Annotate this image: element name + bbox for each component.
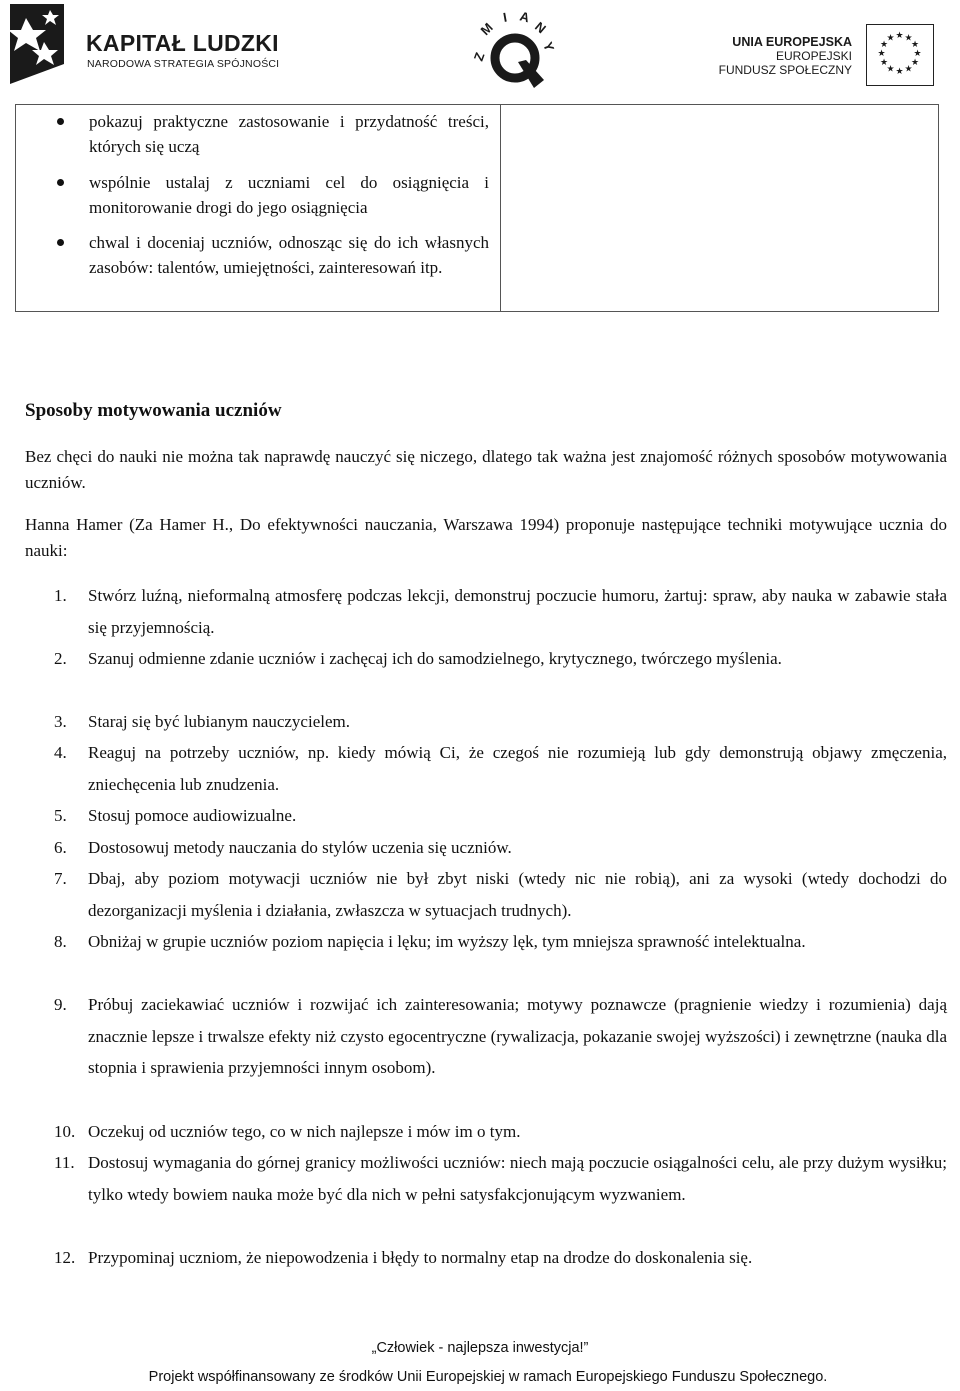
bullet-text: pokazuj praktyczne zastosowanie i przydatność treści, których się uczą: [89, 112, 489, 156]
zmiany-letter: M: [477, 19, 496, 39]
table-column-divider: [500, 105, 501, 311]
svg-text:★: ★: [910, 40, 920, 50]
svg-text:★: ★: [904, 64, 913, 75]
item-text: Stosuj pomoce audiowizualne.: [88, 806, 297, 825]
svg-text:★: ★: [886, 33, 895, 44]
zmiany-letter: A: [518, 8, 532, 26]
svg-text:★: ★: [886, 64, 895, 75]
eu-label: [719, 35, 852, 77]
svg-text:★: ★: [879, 58, 889, 68]
bullet-icon: [57, 179, 64, 186]
item-number: 3.: [54, 712, 67, 731]
item-text: Stwórz luźną, nieformalną atmosferę podczas lekcji, demonstruj poczucie humoru, żartuj: spraw, aby nauka w zabawie stała się przyjemnością.: [88, 586, 947, 637]
item-text: Szanuj odmienne zdanie uczniów i zachęcaj ich do samodzielnego, krytycznego, twórczego myślenia.: [88, 649, 782, 668]
item-number: 10.: [54, 1122, 76, 1141]
svg-text:★: ★: [910, 58, 920, 68]
eu-flag-icon: [866, 24, 934, 86]
kapital-ludzki-emblem-icon: [6, 4, 78, 86]
kapital-ludzki-logo: [6, 4, 296, 86]
page-header: [0, 0, 960, 96]
item-number: 5.: [54, 806, 67, 825]
item-text: Dostosuj wymagania do górnej granicy możliwości uczniów: niech mają poczucie osiągalności celu, ale przy dużym wysiłku; tylko wtedy bowiem nauka może być dla nich w pełni satysfakcjonującym wyzwaniem.: [88, 1153, 947, 1204]
kapital-ludzki-subtitle: NARODOWA STRATEGIA SPÓJNOŚCI: [87, 58, 280, 70]
item-text: Staraj się być lubianym nauczycielem.: [88, 712, 350, 731]
item-number: 9.: [54, 995, 67, 1014]
bullet-icon: [57, 239, 64, 246]
item-number: 7.: [54, 869, 67, 888]
bullet-text: wspólnie ustalaj z uczniami cel do osiągnięcia i monitorowanie drogi do jego osiągnięcia: [89, 173, 489, 217]
svg-text:★: ★: [895, 67, 904, 77]
item-number: 11.: [54, 1153, 75, 1172]
intro-paragraph: Bez chęci do nauki nie można tak naprawdę nauczyć się niczego, dlatego tak ważna jest znajomość różnych sposobów motywowania uczniów.: [25, 447, 947, 492]
zmiany-letter: N: [532, 18, 549, 37]
table-box: [15, 104, 939, 312]
svg-text:★: ★: [879, 40, 889, 50]
item-number: 6.: [54, 838, 67, 857]
zmiany-letter: Y: [540, 39, 556, 54]
item-number: 2.: [54, 649, 67, 668]
item-number: 4.: [54, 743, 67, 762]
source-paragraph: Hanna Hamer (Za Hamer H., Do efektywności nauczania, Warszawa 1994) proponuje następujące techniki motywujące ucznia do nauki:: [25, 515, 947, 560]
footer-funding-note: Projekt współfinansowany ze środków Unii Europejskiej w ramach Europejskiego Funduszu Społecznego.: [148, 1369, 828, 1385]
bullet-text: chwal i doceniaj uczniów, odnosząc się do ich własnych zasobów: talentów, umiejętności, zainteresowań itp.: [89, 233, 489, 277]
item-text: Reaguj na potrzeby uczniów, np. kiedy mówią Ci, że czegoś nie rozumieją lub gdy demonstrują objawy zmęczenia, zniechęcenia lub znudzenia.: [88, 743, 947, 794]
kapital-ludzki-title: KAPITAŁ LUDZKI: [86, 30, 279, 56]
section-heading: Sposoby motywowania uczniów: [25, 400, 282, 421]
footer-slogan: „Człowiek - najlepsza inwestycja!”: [371, 1340, 589, 1356]
svg-text:★: ★: [877, 49, 886, 59]
eu-line-3: FUNDUSZ SPOŁECZNY: [718, 63, 852, 77]
zmiany-letter: Z: [472, 50, 488, 64]
svg-text:★: ★: [904, 33, 913, 44]
svg-text:★: ★: [895, 31, 904, 41]
eu-line-1: UNIA EUROPEJSKA: [732, 35, 852, 49]
item-number: 8.: [54, 932, 67, 951]
item-text: Dostosowuj metody nauczania do stylów uczenia się uczniów.: [88, 838, 512, 857]
item-number: 12.: [54, 1248, 76, 1267]
zmiany-logo: [472, 4, 556, 90]
item-text: Obniżaj w grupie uczniów poziom napięcia i lęku; im wyższy lęk, tym mniejsza sprawność intelektualna.: [88, 932, 806, 951]
item-number: 1.: [54, 586, 67, 605]
bullet-icon: [57, 118, 64, 125]
item-text: Przypominaj uczniom, że niepowodzenia i błędy to normalny etap na drodze do doskonalenia się.: [88, 1248, 753, 1267]
item-text: Oczekuj od uczniów tego, co w nich najlepsze i mów im o tym.: [88, 1122, 521, 1141]
svg-text:★: ★: [913, 49, 922, 59]
zmiany-q-emblem-icon: [472, 4, 556, 90]
zmiany-letter: I: [501, 9, 509, 25]
item-text: Próbuj zaciekawiać uczniów i rozwijać ich zainteresowania; motywy poznawcze (pragnienie wiedzy i rozumienia) dają znacznie lepsze i trwalsze efekty niż czysto egocentryczne (rywalizacja, pokazanie swojej wyższości) i zewnętrzne (nauka dla stopnia i sprawienia przyjemności innym osobom).: [88, 995, 947, 1077]
item-text: Dbaj, aby poziom motywacji uczniów nie był zbyt niski (wtedy nic nie robią), ani za wysoki (wtedy dochodzi do dezorganizacji myślenia i działania, zwłaszcza w sytuacjach trudnych).: [88, 869, 947, 920]
eu-line-2: EUROPEJSKI: [775, 49, 852, 63]
